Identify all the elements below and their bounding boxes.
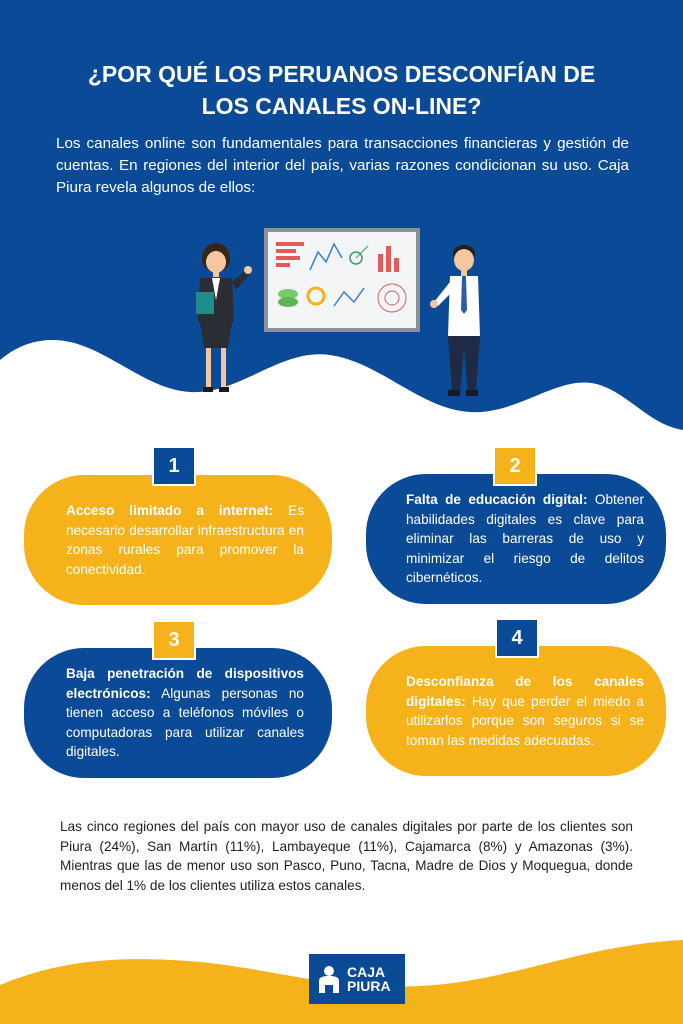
reason-4-text (406, 672, 644, 750)
logo-text-line-2: PIURA (347, 978, 391, 994)
reason-4-title: Desconfianza de los canales digitales: (406, 674, 644, 709)
reason-card-3 (24, 648, 332, 778)
reason-1-title: Acceso limitado a internet: (66, 503, 274, 518)
reason-3-text (66, 664, 304, 762)
logo-text-line-1: CAJA (347, 964, 386, 980)
reason-2-body: Obtener habilidades digitales es clave para eliminar las barreras de uso y minimizar el riesgo de delitos cibernéticos. (406, 492, 644, 586)
reason-1-body: Es necesario desarrollar infraestructura en zonas rurales para promover la conectividad. (66, 503, 304, 577)
reason-3-title: Baja penetración de dispositivos electrónicos: (66, 666, 304, 701)
closing-paragraph: Las cinco regiones del país con mayor uso de canales digitales por parte de los clientes son Piura (24%), San Martín (11%), Lambayeque (11%), Cajamarca (8%) y Amazonas (3%). Mientras que las de menor uso son Pasco, Puno, Tacna, Madre de Dios y Moquegua, donde menos del 1% de los clientes utiliza estos canales. (60, 819, 633, 893)
reason-card-2 (366, 474, 666, 604)
title-line-1: ¿POR QUÉ LOS PERUANOS DESCONFÍAN DE (87, 61, 596, 87)
reason-badge-2: 2 (493, 446, 537, 486)
caja-piura-logo-icon (317, 965, 341, 993)
reason-badge-1: 1 (152, 446, 196, 486)
logo-text (347, 965, 391, 993)
intro-paragraph: Los canales online son fundamentales para transacciones financieras y gestión de cuentas. En regiones del interior del país, varias razones condicionan su uso. Caja Piura revela algunos de ellos: (56, 135, 629, 196)
reason-badge-4: 4 (495, 618, 539, 658)
reason-2-title: Falta de educación digital: (406, 492, 588, 508)
title-line-2: LOS CANALES ON-LINE? (201, 93, 482, 119)
reason-3-body: Algunas personas no tienen acceso a teléfonos móviles o computadoras para utilizar canales digitales. (66, 685, 304, 760)
reason-card-4 (366, 646, 666, 776)
reason-4-body: Hay que perder el miedo a utilizarlos porque son seguros si se toman las medidas adecuadas. (406, 693, 644, 748)
caja-piura-logo (309, 954, 405, 1004)
page-title (60, 58, 623, 122)
reason-badge-3: 3 (152, 620, 196, 660)
businesswoman-illustration (188, 240, 254, 395)
whiteboard-charts-illustration (264, 228, 420, 332)
reason-card-1 (24, 475, 332, 605)
reason-1-text (66, 501, 304, 579)
reason-2-text (406, 490, 644, 588)
businessman-illustration (426, 240, 492, 400)
